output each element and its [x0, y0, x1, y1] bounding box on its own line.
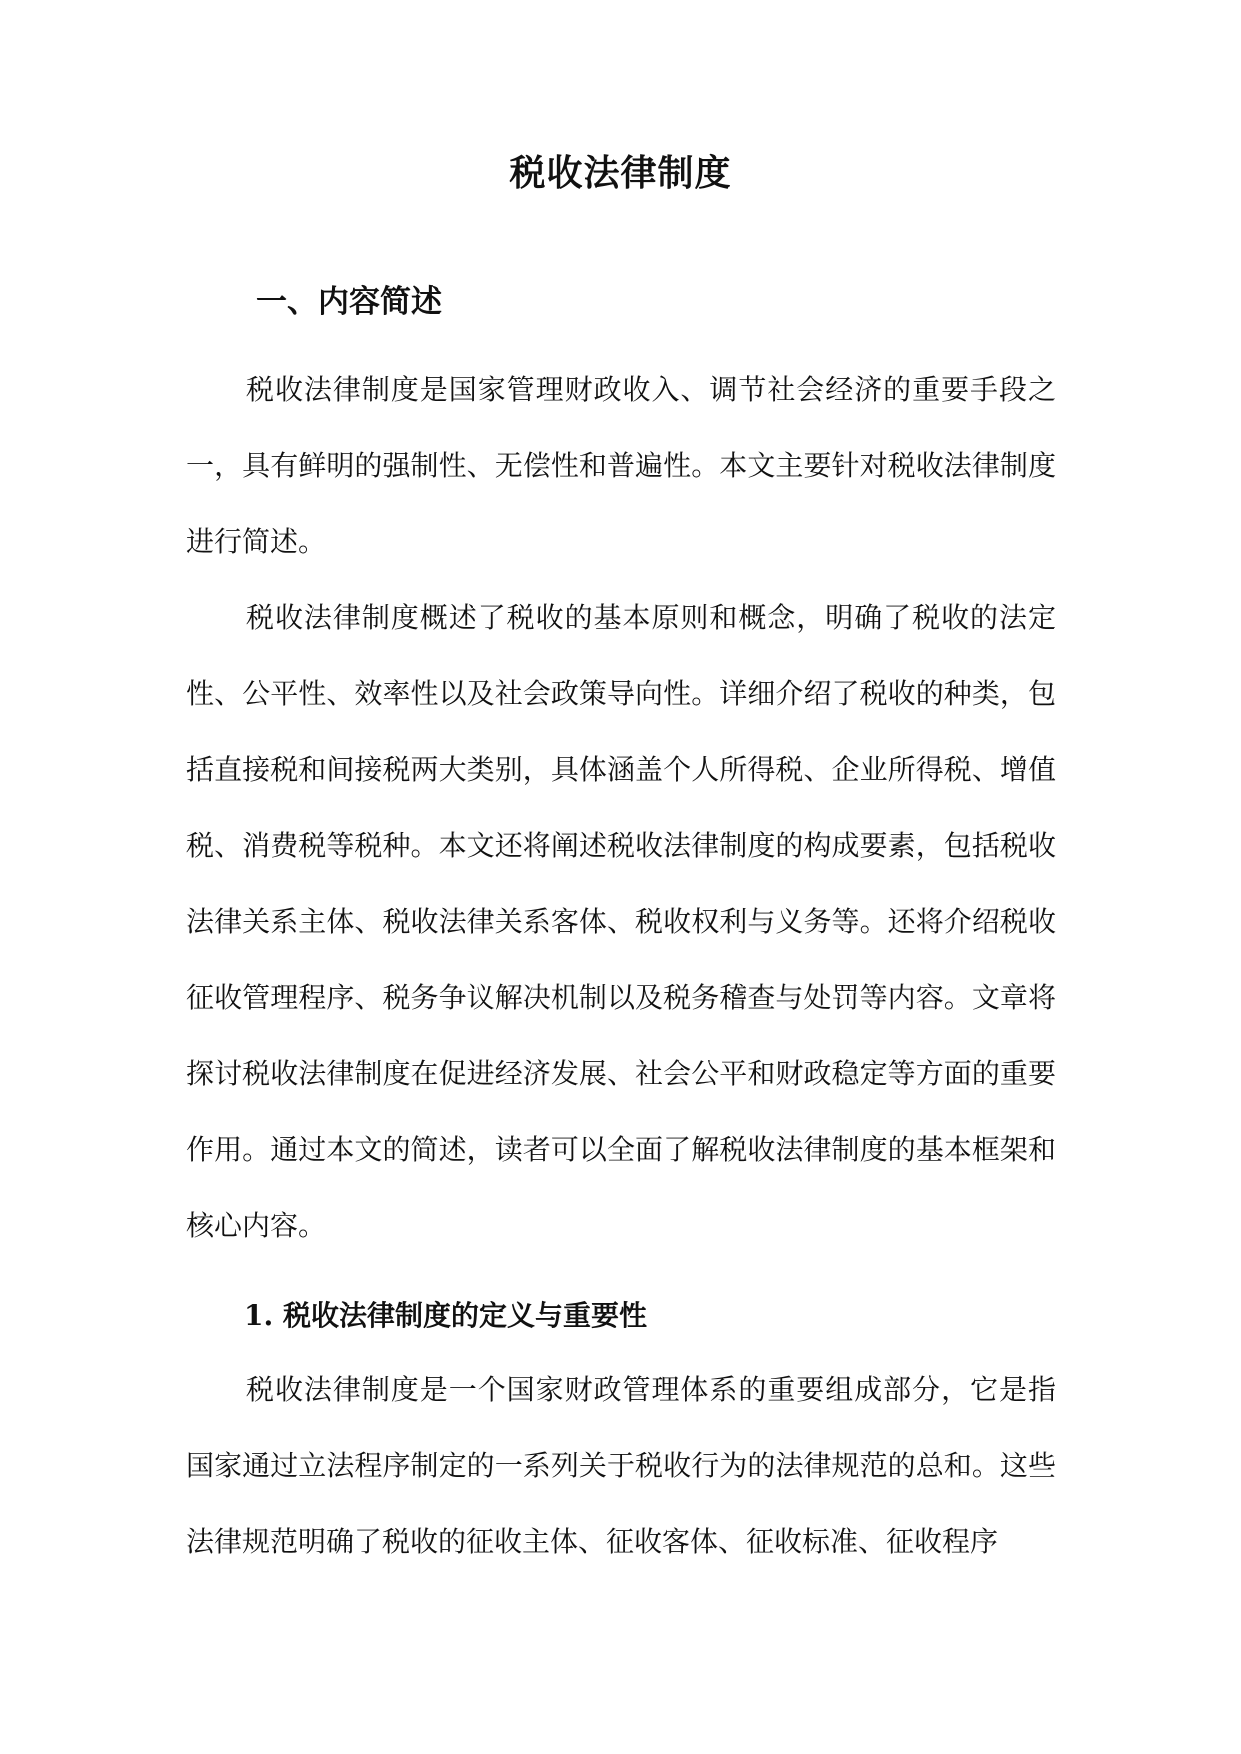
paragraph: 税收法律制度是国家管理财政收入、调节社会经济的重要手段之一，具有鲜明的强制性、无偿性和普遍性。本文主要针对税收法律制度进行简述。 [186, 373, 1056, 558]
paragraph: 税收法律制度概述了税收的基本原则和概念，明确了税收的法定性、公平性、效率性以及社会政策导向性。详细介绍了税收的种类，包括直接税和间接税两大类别，具体涵盖个人所得税、企业所得税、增值税、消费税等税种。本文还将阐述税收法律制度的构成要素，包括税收法律关系主体、税收法律关系客体、税收权利与义务等。还将介绍税收征收管理程序、税务争议解决机制以及税务稽查与处罚等内容。文章将探讨税收法律制度在促进经济发展、社会公平和财政稳定等方面的重要作用。通过本文的简述，读者可以全面了解税收法律制度的基本框架和核心内容。 [186, 601, 1056, 1242]
section-heading-summary: 一、内容简述 [256, 284, 442, 320]
document-title: 税收法律制度 [509, 152, 732, 194]
paragraph: 税收法律制度是一个国家财政管理体系的重要组成部分，它是指国家通过立法程序制定的一系列关于税收行为的法律规范的总和。这些法律规范明确了税收的征收主体、征收客体、征收标准、征收程序 [186, 1373, 1056, 1558]
subsection-heading-definition: 1. 税收法律制度的定义与重要性 [244, 1299, 647, 1332]
